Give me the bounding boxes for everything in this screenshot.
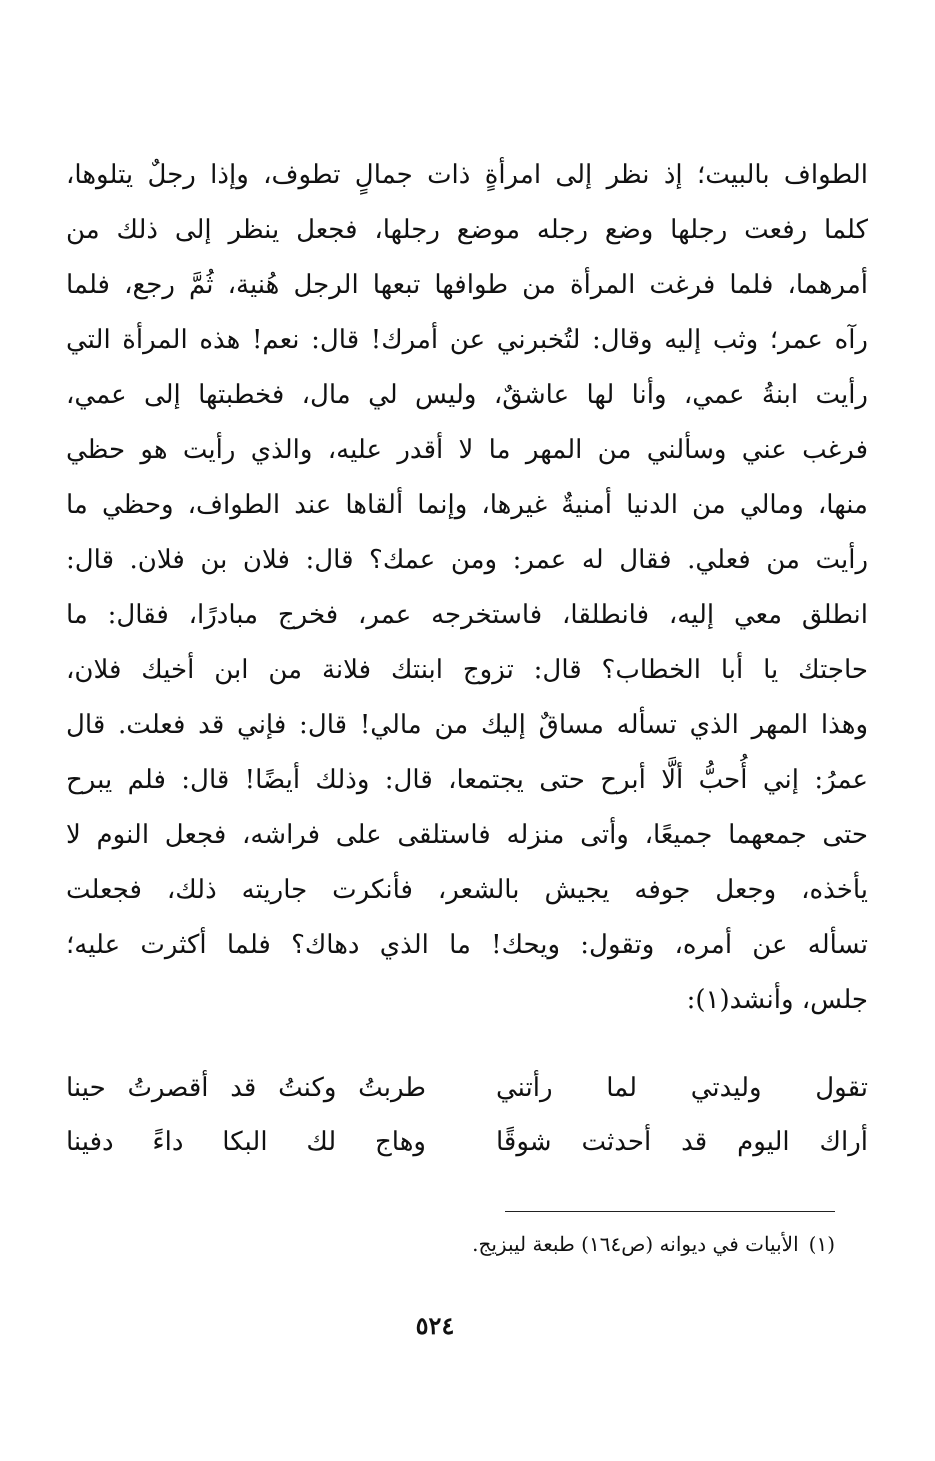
text-line: وهذا المهر الذي تسأله مساقٌ إليك من مالي! قال: فإني قد فعلت. قال: [66, 710, 868, 740]
verse-first-hemistich: أراك اليوم قد أحدثت شوقًا: [496, 1127, 868, 1157]
poem-verse: [66, 1062, 868, 1114]
text-line: تسأله عن أمره، وتقول: ويحك! ما الذي دهاك؟ فلما أكثرت عليه؛: [66, 930, 868, 960]
footnote: [335, 1226, 835, 1262]
footnote-number: (١): [808, 1232, 835, 1256]
text-line: كلما رفعت رجلها وضع رجله موضع رجلها، فجعل ينظر إلى ذلك من: [66, 215, 868, 245]
main-text: [66, 148, 868, 1028]
page-number: ٥٢٤: [415, 1311, 455, 1340]
text-line: منها، ومالي من الدنيا أمنيةٌ غيرها، وإنما ألقاها عند الطواف، وحظي ما: [66, 490, 868, 520]
text-line: أمرهما، فلما فرغت المرأة من طوافها تبعها الرجل هُنية، ثُمَّ رجع، فلما: [66, 270, 868, 300]
text-line: عمرُ: إني أُحبُّ ألَّا أبرح حتى يجتمعا، قال: وذلك أيضًا! قال: فلم يبرح: [66, 765, 868, 795]
text-line: يأخذه، وجعل جوفه يجيش بالشعر، فأنكرت جاريته ذلك، فجعلت: [66, 875, 868, 905]
poem-verse: [66, 1116, 868, 1168]
verse-first-hemistich: تقول وليدتي لما رأتني: [496, 1073, 868, 1103]
text-line: فرغب عني وسألني من المهر ما لا أقدر عليه، والذي رأيت هو حظي: [66, 435, 868, 465]
text-line: جلس، وأنشد(١):: [686, 985, 868, 1015]
text-line: حاجتك يا أبا الخطاب؟ قال: تزوج ابنتك فلانة من ابن أخيك فلان،: [66, 655, 868, 685]
text-line: رأيت من فعلي. فقال له عمر: ومن عمك؟ قال: فلان بن فلان. قال:: [66, 545, 868, 575]
footnote-text: الأبيات في ديوانه (ص١٦٤) طبعة ليبزيج.: [472, 1232, 799, 1256]
text-line: رآه عمر؛ وثب إليه وقال: لتُخبرني عن أمرك! قال: نعم! هذه المرأة التي: [66, 325, 868, 355]
text-line: الطواف بالبيت؛ إذ نظر إلى امرأةٍ ذات جمالٍ تطوف، وإذا رجلٌ يتلوها،: [66, 160, 868, 190]
footnote-separator: [505, 1211, 835, 1212]
verse-second-hemistich: وهاج لك البكا داءً دفينا: [66, 1127, 426, 1157]
verse-second-hemistich: طربتُ وكنتُ قد أقصرتُ حينا: [66, 1073, 426, 1103]
text-line: انطلق معي إليه، فانطلقا، فاستخرجه عمر، فخرج مبادرًا، فقال: ما: [66, 600, 868, 630]
text-line: حتى جمعهما جميعًا، وأتى منزله فاستلقى على فراشه، فجعل النوم لا: [66, 820, 868, 850]
text-line: رأيت ابنةُ عمي، وأنا لها عاشقٌ، وليس لي مال، فخطبتها إلى عمي،: [66, 380, 868, 410]
